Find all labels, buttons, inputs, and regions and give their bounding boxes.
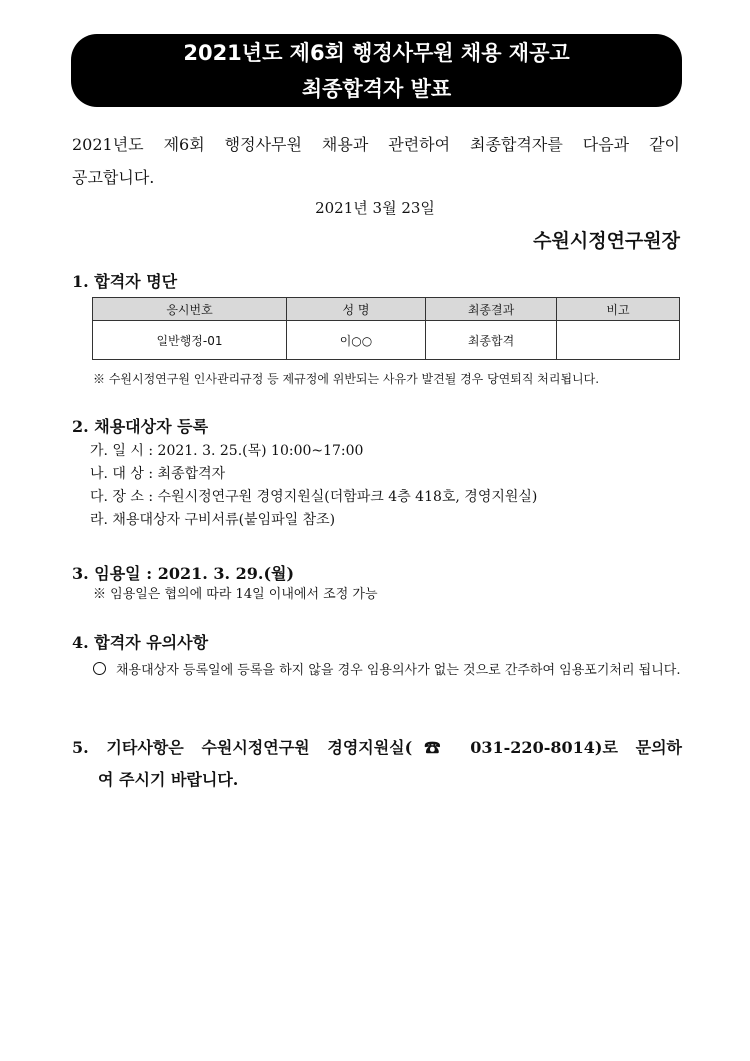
title-line-1: 2021년도 제6회 행정사무원 채용 재공고 <box>183 41 570 65</box>
list-item: 가. 일 시 : 2021. 3. 25.(목) 10:00~17:00 <box>90 443 364 459</box>
section-3-heading: 3. 임용일 : 2021. 3. 29.(월) <box>72 564 295 583</box>
section-2-heading: 2. 채용대상자 등록 <box>72 417 209 436</box>
table-header-row <box>93 298 680 321</box>
col-header-name: 성 명 <box>287 298 426 321</box>
col-header-remarks: 비고 <box>557 298 680 321</box>
list-item: 나. 대 상 : 최종합격자 <box>90 466 226 482</box>
list-item: 라. 채용대상자 구비서류(붙임파일 참조) <box>90 512 336 528</box>
cell-name: 이○○ <box>287 321 426 360</box>
section-1-heading: 1. 합격자 명단 <box>72 272 178 291</box>
section-1-note: ※ 수원시정연구원 인사관리규정 등 제규정에 위반되는 사유가 발견될 경우 당연퇴직 처리됩니다. <box>93 372 600 386</box>
section-4-heading: 4. 합격자 유의사항 <box>72 633 209 652</box>
title-line-2: 최종합격자 발표 <box>301 77 452 101</box>
col-header-exam-number: 응시번호 <box>93 298 287 321</box>
announcement-date: 2021년 3월 23일 <box>315 199 435 217</box>
section-5-line-1: 5. 기타사항은 수원시정연구원 경영지원실(☎ 031-220-8014)로 문의하 <box>72 738 682 757</box>
cell-result: 최종합격 <box>426 321 557 360</box>
section-5-line-2: 여 주시기 바랍니다. <box>98 770 239 789</box>
results-table <box>92 297 680 360</box>
col-header-result: 최종결과 <box>426 298 557 321</box>
list-item: 다. 장 소 : 수원시정연구원 경영지원실(더함파크 4층 418호, 경영지원실) <box>90 489 538 505</box>
signature: 수원시정연구원장 <box>533 230 680 252</box>
intro-line-1: 2021년도 제6회 행정사무원 채용과 관련하여 최종합격자를 다음과 같이 <box>72 135 680 154</box>
section-4-paragraph <box>93 656 681 686</box>
intro-line-2: 공고합니다. <box>72 168 155 187</box>
circle-bullet-icon <box>93 662 106 675</box>
table-row <box>93 321 680 360</box>
cell-remarks <box>557 321 680 360</box>
cell-exam-number: 일반행정-01 <box>93 321 287 360</box>
title-banner <box>71 34 682 107</box>
section-5-paragraph <box>72 732 682 796</box>
section-4-text: 채용대상자 등록일에 등록을 하지 않을 경우 임용의사가 없는 것으로 간주하여 임용포기처리 됩니다. <box>116 663 681 678</box>
section-3-note: ※ 임용일은 협의에 따라 14일 이내에서 조정 가능 <box>93 587 378 602</box>
